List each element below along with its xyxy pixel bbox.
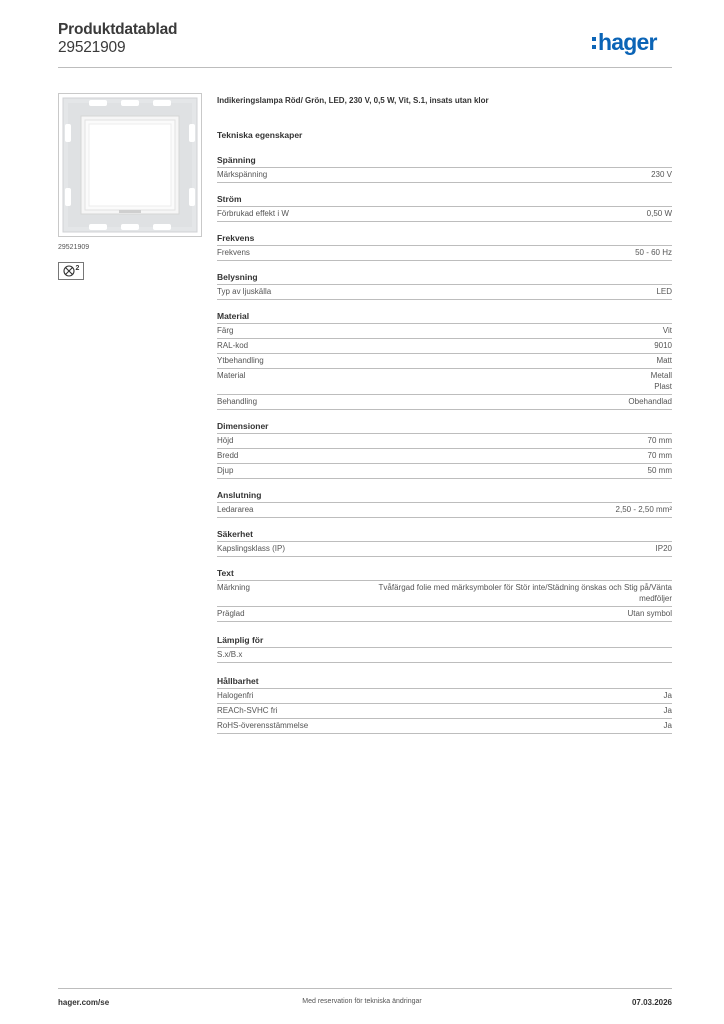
spec-row: [217, 395, 672, 410]
spec-value-line: 70 mm: [647, 436, 672, 445]
spec-value-line: 0,50 W: [646, 209, 672, 218]
spec-value: [379, 582, 672, 604]
spec-value-line: Tvåfärgad folie med märksymboler för Stör inte/Städning önskas och Stig på/Vänta: [378, 583, 672, 592]
logo-text: hager: [598, 28, 657, 55]
product-description: Indikeringslampa Röd/ Grön, LED, 230 V, 0,5 W, Vit, S.1, insats utan klor: [217, 96, 489, 105]
footer-date: 07.03.2026: [631, 998, 672, 1007]
product-number: 29521909: [58, 39, 126, 56]
spec-row: [217, 207, 672, 222]
spec-value-line: 50 - 60 Hz: [635, 248, 672, 257]
spec-value: [628, 608, 672, 619]
spec-row: [217, 542, 672, 557]
spec-value: [651, 370, 672, 392]
spec-value-line: Plast: [654, 382, 672, 391]
spec-section: [217, 490, 672, 518]
spec-label: Djup: [217, 466, 234, 475]
section-title: Belysning: [217, 272, 672, 285]
spec-section: [217, 421, 672, 479]
spec-value-line: Metall: [650, 371, 672, 380]
spec-value: [648, 435, 672, 446]
spec-label: Kapslingsklass (IP): [217, 544, 286, 553]
spec-row: [217, 719, 672, 734]
spec-value-line: 2,50 - 2,50 mm²: [615, 505, 672, 514]
spec-value-line: Utan symbol: [627, 609, 672, 618]
section-title: Text: [217, 568, 672, 581]
sustainability-section: [217, 676, 672, 734]
spec-value: [648, 465, 672, 476]
suitable-for-section: [217, 635, 672, 663]
spec-label: Märkning: [217, 583, 250, 592]
spec-value: [663, 325, 672, 336]
spec-row: [217, 464, 672, 479]
section-title: Ström: [217, 194, 672, 207]
spec-label: RoHS-överensstämmelse: [217, 721, 309, 730]
spec-value-line: 9010: [654, 341, 672, 350]
spec-value-line: Vit: [662, 326, 672, 335]
spec-section: [217, 272, 672, 300]
section-title: Dimensioner: [217, 421, 672, 434]
spec-row: [217, 607, 672, 622]
spec-row: [217, 689, 672, 704]
spec-label: Behandling: [217, 397, 258, 406]
section-title: Material: [217, 311, 672, 324]
spec-value: [648, 450, 672, 461]
spec-row: [217, 246, 672, 261]
spec-label: S.x/B.x: [217, 650, 243, 659]
spec-label: Typ av ljuskälla: [217, 287, 272, 296]
spec-value-line: Matt: [656, 356, 672, 365]
spec-value: [664, 690, 672, 701]
spec-value-line: Ja: [663, 691, 672, 700]
spec-row: [217, 285, 672, 300]
spec-value-line: Obehandlad: [628, 397, 672, 406]
spec-label: Färg: [217, 326, 234, 335]
symbol-box: [58, 262, 84, 280]
spec-row: [217, 339, 672, 354]
spec-section: [217, 311, 672, 410]
spec-row: [217, 434, 672, 449]
footer-divider: [58, 988, 672, 989]
spec-label: Präglad: [217, 609, 245, 618]
spec-value-line: medföljer: [639, 594, 672, 603]
spec-label: Bredd: [217, 451, 239, 460]
spec-label: Märkspänning: [217, 170, 268, 179]
section-title: Spänning: [217, 155, 672, 168]
image-caption: 29521909: [58, 244, 90, 251]
spec-label: Ytbehandling: [217, 356, 264, 365]
spec-row: [217, 354, 672, 369]
spec-value: [616, 504, 672, 515]
spec-section: [217, 155, 672, 183]
spec-content: [217, 96, 672, 745]
spec-value-line: LED: [656, 287, 672, 296]
tech-properties-title: Tekniska egenskaper: [217, 130, 303, 140]
spec-label: Material: [217, 371, 246, 380]
spec-value: [664, 705, 672, 716]
section-title: Lämplig för: [217, 635, 672, 648]
section-title: Säkerhet: [217, 529, 672, 542]
spec-row: [217, 648, 672, 663]
spec-row: [217, 704, 672, 719]
spec-section: [217, 568, 672, 622]
spec-value: [656, 543, 672, 554]
spec-row: [217, 449, 672, 464]
spec-value: [628, 396, 672, 407]
spec-section: [217, 233, 672, 261]
spec-row: [217, 503, 672, 518]
header-divider: [58, 67, 672, 68]
spec-value: [656, 355, 672, 366]
spec-row: [217, 581, 672, 607]
spec-label: Ledararea: [217, 505, 254, 514]
spec-label: Förbrukad effekt i W: [217, 209, 289, 218]
spec-value-line: Ja: [663, 706, 672, 715]
footer-website: hager.com/se: [58, 998, 110, 1007]
spec-label: Halogenfri: [217, 691, 254, 700]
section-title: Anslutning: [217, 490, 672, 503]
spec-value: [656, 286, 672, 297]
product-image: [58, 93, 202, 237]
section-title: Hållbarhet: [217, 676, 672, 689]
spec-value-line: Ja: [663, 721, 672, 730]
spec-value: [651, 169, 672, 180]
product-photo-icon: [59, 94, 201, 236]
spec-value: [635, 247, 672, 258]
spec-label: Höjd: [217, 436, 234, 445]
spec-label: REACh-SVHC fri: [217, 706, 278, 715]
spec-sections: [217, 155, 672, 622]
spec-value: [647, 208, 672, 219]
page-title: Produktdatablad: [58, 21, 178, 38]
spec-row: [217, 369, 672, 395]
spec-value: [664, 720, 672, 731]
lamp-cross-circle-icon: [63, 265, 75, 277]
hager-logo: [592, 27, 657, 57]
spec-row: [217, 324, 672, 339]
spec-value: [654, 340, 672, 351]
spec-value-line: IP20: [655, 544, 672, 553]
spec-value-line: 230 V: [651, 170, 672, 179]
logo-dots-icon: [592, 37, 596, 49]
spec-label: RAL-kod: [217, 341, 249, 350]
spec-value-line: 50 mm: [647, 466, 672, 475]
spec-row: [217, 168, 672, 183]
footer-disclaimer: Med reservation för tekniska ändringar: [302, 998, 422, 1005]
symbol-superscript: 2: [75, 264, 80, 272]
spec-section: [217, 529, 672, 557]
section-title: Frekvens: [217, 233, 672, 246]
spec-label: Frekvens: [217, 248, 250, 257]
spec-section: [217, 194, 672, 222]
spec-value-line: 70 mm: [647, 451, 672, 460]
